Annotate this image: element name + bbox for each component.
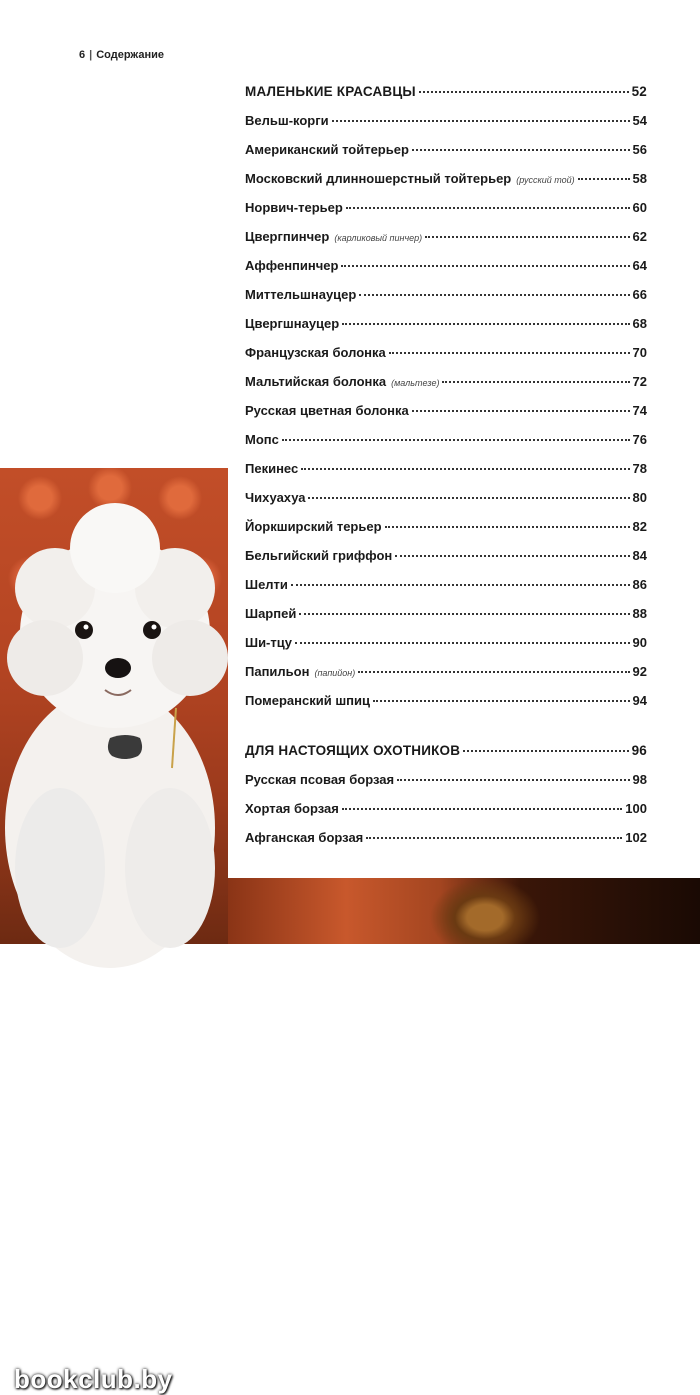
toc-entry[interactable] — [245, 171, 647, 200]
dot-leader — [299, 613, 629, 615]
toc-title: Русская цветная болонка — [245, 403, 409, 418]
toc-entry[interactable] — [245, 490, 647, 519]
toc-page: 94 — [632, 693, 647, 708]
toc-title: Русская псовая борзая — [245, 772, 395, 787]
page-header — [79, 49, 164, 61]
toc-entry[interactable] — [245, 345, 647, 374]
toc-entry[interactable] — [245, 830, 647, 859]
toc-title: Ши-тцу — [245, 635, 292, 650]
toc-page: 62 — [632, 229, 647, 244]
dot-leader — [397, 779, 629, 781]
toc-entry[interactable] — [245, 403, 647, 432]
toc-entry[interactable] — [245, 142, 647, 171]
toc-entry[interactable] — [245, 693, 647, 722]
dot-leader — [395, 555, 629, 557]
toc-entry[interactable] — [245, 229, 647, 258]
page-number: 6 — [79, 49, 86, 61]
toc-title: Йоркширский терьер — [245, 519, 382, 534]
dot-leader — [366, 837, 622, 839]
dot-leader — [412, 149, 630, 151]
toc-entry[interactable] — [245, 801, 647, 830]
toc-page: 82 — [632, 519, 647, 534]
toc-page: 76 — [632, 432, 647, 447]
toc-page: 96 — [631, 743, 647, 758]
toc-page: 66 — [632, 287, 647, 302]
toc-note: (мальтезе) — [391, 378, 440, 388]
toc-entry[interactable] — [245, 461, 647, 490]
dot-leader — [308, 497, 629, 499]
toc-page: 74 — [632, 403, 647, 418]
toc-title: Пекинес — [245, 461, 299, 476]
dot-leader — [295, 642, 630, 644]
chair-carving — [430, 878, 540, 944]
toc-title: Цвергпинчер — [245, 229, 330, 244]
toc-page: 102 — [625, 830, 647, 845]
toc-title: Мопс — [245, 432, 279, 447]
toc-entry[interactable] — [245, 635, 647, 664]
toc-entry[interactable] — [245, 772, 647, 801]
toc-title: Шарпей — [245, 606, 297, 621]
toc-page: 52 — [631, 84, 647, 99]
dot-leader — [419, 91, 629, 93]
toc-title: Папильон — [245, 664, 310, 679]
toc-page: 72 — [632, 374, 647, 389]
toc-page: 60 — [632, 200, 647, 215]
toc-title: Норвич-терьер — [245, 200, 343, 215]
header-title: Содержание — [96, 49, 164, 61]
dot-leader — [342, 808, 622, 810]
toc-entry[interactable] — [245, 316, 647, 345]
toc-entry[interactable] — [245, 287, 647, 316]
toc-entry[interactable] — [245, 374, 647, 403]
dot-leader — [301, 468, 629, 470]
toc-title: Померанский шпиц — [245, 693, 370, 708]
toc-title: Бельгийский гриффон — [245, 548, 393, 563]
toc-page: 78 — [632, 461, 647, 476]
toc-note: (русский той) — [516, 175, 575, 185]
toc-page: 98 — [632, 772, 647, 787]
dot-leader — [346, 207, 630, 209]
toc-title: Хортая борзая — [245, 801, 339, 816]
toc-title: Шелти — [245, 577, 288, 592]
toc-page: 64 — [632, 258, 647, 273]
toc-entry[interactable] — [245, 432, 647, 461]
dot-leader — [385, 526, 630, 528]
dot-leader — [412, 410, 630, 412]
toc-page: 56 — [632, 142, 647, 157]
dot-leader — [373, 700, 630, 702]
toc-title: Миттельшнауцер — [245, 287, 357, 302]
toc-page: 68 — [632, 316, 647, 331]
toc-page: 84 — [632, 548, 647, 563]
dot-leader — [332, 120, 630, 122]
toc-page: 58 — [632, 171, 647, 186]
dot-leader — [578, 178, 630, 180]
toc-entry[interactable] — [245, 577, 647, 606]
table-of-contents — [245, 84, 647, 859]
section-heading[interactable] — [245, 84, 647, 113]
toc-page: 54 — [632, 113, 647, 128]
toc-page: 80 — [632, 490, 647, 505]
toc-title: Вельш-корги — [245, 113, 329, 128]
toc-note: (папийон) — [314, 668, 356, 678]
toc-title: Аффенпинчер — [245, 258, 339, 273]
header-separator: | — [89, 49, 93, 61]
section-list — [245, 772, 647, 859]
toc-entry[interactable] — [245, 113, 647, 142]
dot-leader — [389, 352, 630, 354]
toc-entry[interactable] — [245, 606, 647, 635]
toc-entry[interactable] — [245, 664, 647, 693]
dot-leader — [282, 439, 630, 441]
toc-title: Французская болонка — [245, 345, 386, 360]
toc-note: (карликовый пинчер) — [334, 233, 423, 243]
dot-leader — [463, 750, 628, 752]
dot-leader — [359, 294, 629, 296]
toc-title: Цвергшнауцер — [245, 316, 340, 331]
dot-leader — [358, 671, 629, 673]
toc-title: Афганская борзая — [245, 830, 364, 845]
section-heading[interactable] — [245, 743, 647, 772]
toc-entry[interactable] — [245, 258, 647, 287]
toc-title: ДЛЯ НАСТОЯЩИХ ОХОТНИКОВ — [245, 743, 461, 758]
toc-entry[interactable] — [245, 200, 647, 229]
toc-entry[interactable] — [245, 548, 647, 577]
toc-page: 90 — [632, 635, 647, 650]
toc-entry[interactable] — [245, 519, 647, 548]
toc-page: 88 — [632, 606, 647, 621]
bichon-dog-illustration — [0, 468, 230, 944]
dot-leader — [342, 323, 629, 325]
section-list — [245, 113, 647, 722]
toc-page: 70 — [632, 345, 647, 360]
toc-page: 92 — [632, 664, 647, 679]
dot-leader — [442, 381, 629, 383]
toc-title: Московский длинношерстный тойтерьер — [245, 171, 512, 186]
toc-title: Американский тойтерьер — [245, 142, 409, 157]
toc-title: МАЛЕНЬКИЕ КРАСАВЦЫ — [245, 84, 416, 99]
dot-leader — [291, 584, 630, 586]
toc-page: 86 — [632, 577, 647, 592]
toc-title: Мальтийская болонка — [245, 374, 387, 389]
toc-title: Чихуахуа — [245, 490, 306, 505]
dot-leader — [425, 236, 629, 238]
watermark-text: bookclub.by — [14, 1364, 173, 1394]
toc-page: 100 — [625, 801, 647, 816]
dot-leader — [341, 265, 629, 267]
